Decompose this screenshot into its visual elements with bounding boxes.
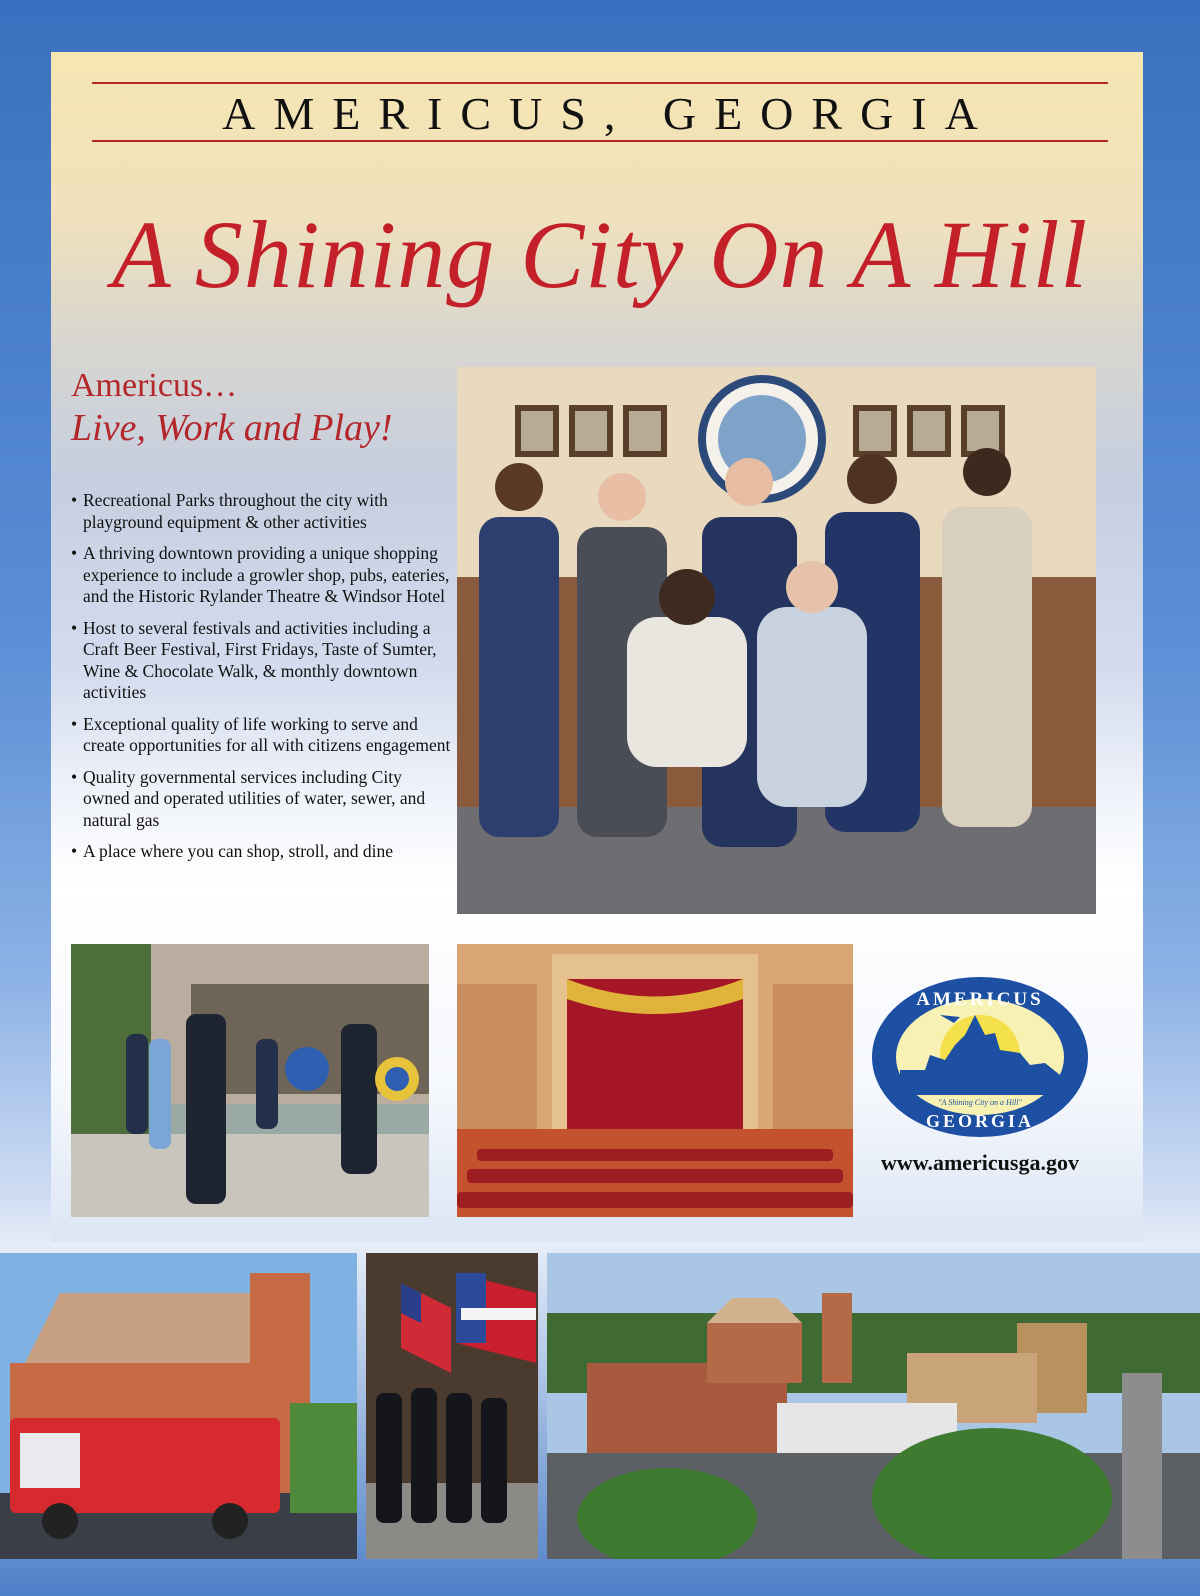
feature-item: • Recreational Parks throughout the city with playground equipment & other activities xyxy=(71,490,451,533)
logo-motto: "A Shining City on a Hill" xyxy=(938,1098,1022,1107)
intro-heading xyxy=(71,366,451,450)
city-council-photo xyxy=(457,367,1096,914)
slogan-headline: A Shining City On A Hill xyxy=(111,201,1089,308)
rylander-theatre-photo xyxy=(457,944,853,1217)
feature-item: • Exceptional quality of life working to serve and create opportunities for all with citizens engagement xyxy=(71,714,451,757)
feature-item: • Host to several festivals and activities including a Craft Beer Festival, First Fridays, Taste of Sumter, Wine & Chocolate Walk, & monthly downtown activities xyxy=(71,618,451,704)
city-seal-logo xyxy=(870,975,1090,1140)
website-url[interactable]: www.americusga.gov xyxy=(881,1150,1079,1175)
intro-line-1: Americus… xyxy=(71,367,238,404)
feature-list xyxy=(71,490,451,873)
city-header: AMERICUS, GEORGIA xyxy=(222,88,996,139)
downtown-aerial-photo xyxy=(547,1253,1200,1559)
top-rule xyxy=(92,82,1108,84)
fire-truck-photo xyxy=(0,1253,357,1559)
feature-item: • Quality governmental services including City owned and operated utilities of water, sewer, and natural gas xyxy=(71,767,451,832)
color-guard-photo xyxy=(366,1253,538,1559)
bottom-rule xyxy=(92,140,1108,142)
logo-bottom-text: GEORGIA xyxy=(925,1111,1035,1131)
feature-item: • A thriving downtown providing a unique shopping experience to include a growler shop, pubs, eateries, and the Historic Rylander Theatre & Windsor Hotel xyxy=(71,543,451,608)
logo-top-text: AMERICUS xyxy=(916,989,1044,1010)
police-memorial-photo xyxy=(71,944,429,1217)
feature-item: • A place where you can shop, stroll, and dine xyxy=(71,841,451,863)
intro-line-2: Live, Work and Play! xyxy=(71,407,393,449)
